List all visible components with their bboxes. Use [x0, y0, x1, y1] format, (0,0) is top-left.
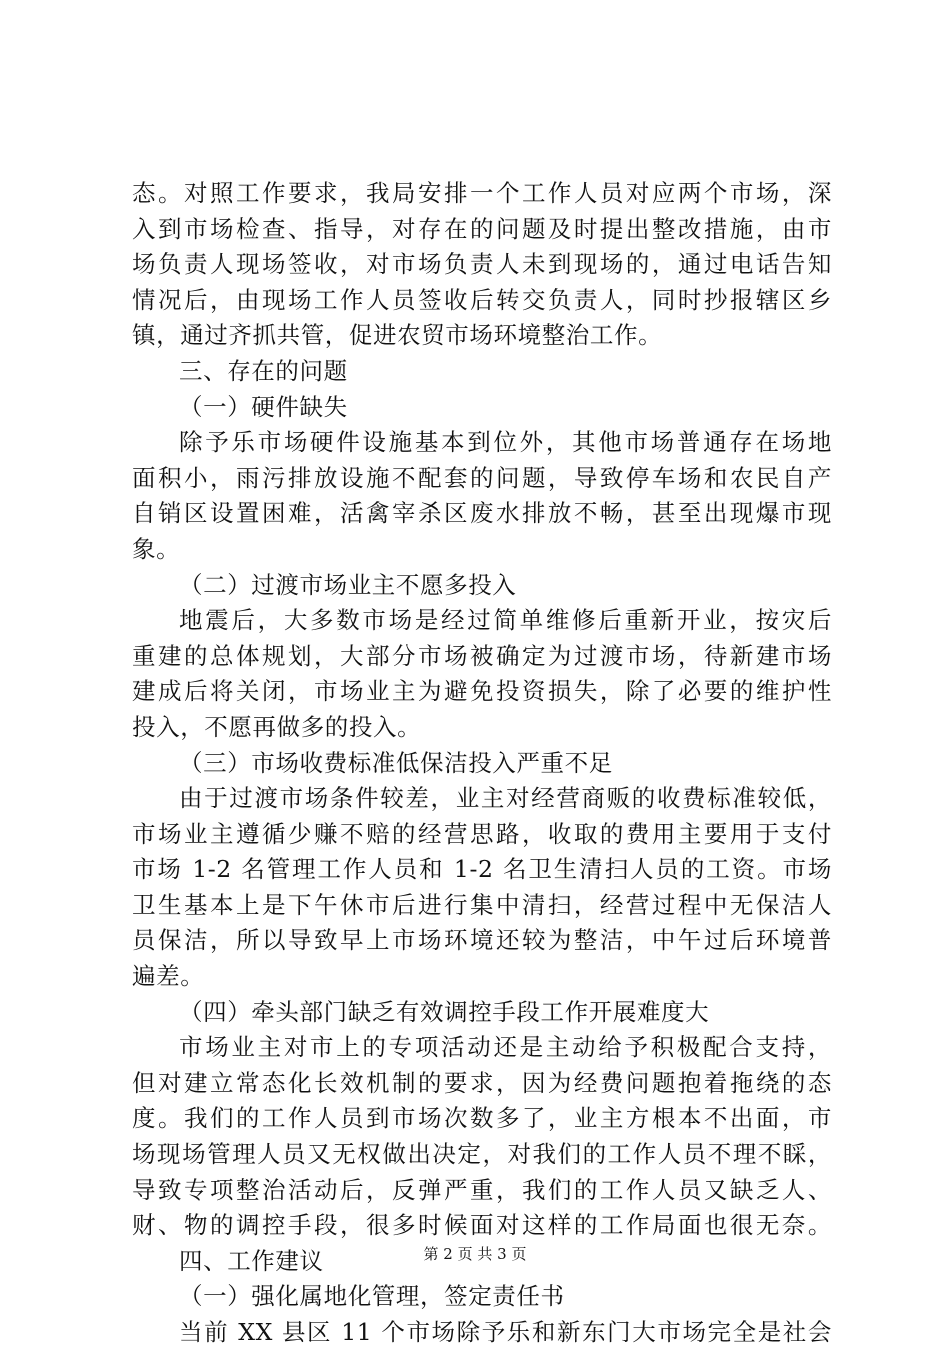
text-line: 市场业主遵循少赚不赔的经营思路，收取的费用主要用于支付 — [132, 819, 832, 848]
text-line: 建成后将关闭，市场业主为避免投资损失，除了必要的维护性 — [132, 677, 832, 706]
text-line: 场负责人现场签收，对市场负责人未到现场的，通过电话告知 — [132, 250, 832, 279]
text-line: 市场业主对市上的专项活动还是主动给予积极配合支持， — [179, 1033, 832, 1062]
document-body — [132, 176, 832, 1351]
section-heading: 四、工作建议 — [179, 1246, 324, 1275]
text-line: 自销区设置困难，活禽宰杀区废水排放不畅，甚至出现爆市现 — [132, 499, 832, 528]
text-line: 但对建立常态化长效机制的要求，因为经费问题抱着拖绕的态 — [132, 1068, 832, 1097]
subsection-heading: （一）硬件缺失 — [179, 392, 348, 421]
text-line: 除予乐市场硬件设施基本到位外，其他市场普通存在场地 — [179, 428, 832, 457]
text-line: 入到市场检查、指导，对存在的问题及时提出整改措施，由市 — [132, 214, 832, 243]
text-line: 象。 — [132, 534, 181, 563]
subsection-heading: （四）牵头部门缺乏有效调控手段工作开展难度大 — [179, 997, 710, 1026]
text-line: 镇，通过齐抓共管，促进农贸市场环境整治工作。 — [132, 321, 663, 350]
text-line: 导致专项整治活动后，反弹严重，我们的工作人员又缺乏人、 — [132, 1175, 832, 1204]
text-line: 重建的总体规划，大部分市场被确定为过渡市场，待新建市场 — [132, 641, 832, 670]
text-line: 由于过渡市场条件较差，业主对经营商贩的收费标准较低， — [179, 784, 832, 813]
text-line: 情况后，由现场工作人员签收后转交负责人，同时抄报辖区乡 — [132, 285, 832, 314]
page-number-footer: 第 2 页 共 3 页 — [423, 1245, 527, 1263]
text-line: 地震后，大多数市场是经过简单维修后重新开业，按灾后 — [179, 606, 832, 635]
text-line: 遍差。 — [132, 962, 205, 991]
text-line: 场现场管理人员又无权做出决定，对我们的工作人员不理不睬， — [132, 1140, 832, 1169]
text-line: 卫生基本上是下午休市后进行集中清扫，经营过程中无保洁人 — [132, 890, 832, 919]
text-line: 度。我们的工作人员到市场次数多了，业主方根本不出面，市 — [132, 1104, 832, 1133]
subsection-heading: （一）强化属地化管理，签定责任书 — [179, 1282, 565, 1311]
text-line: 面积小，雨污排放设施不配套的问题，导致停车场和农民自产 — [132, 463, 832, 492]
subsection-heading: （二）过渡市场业主不愿多投入 — [179, 570, 517, 599]
text-line: 态。对照工作要求，我局安排一个工作人员对应两个市场，深 — [132, 179, 832, 207]
section-heading: 三、存在的问题 — [179, 356, 348, 385]
text-line: 投入，不愿再做多的投入。 — [132, 712, 422, 741]
text-line: 当前 XX 县区 11 个市场除予乐和新东门大市场完全是社会 — [179, 1318, 832, 1346]
text-line: 市场 1-2 名管理工作人员和 1-2 名卫生清扫人员的工资。市场 — [132, 855, 832, 884]
subsection-heading: （三）市场收费标准低保洁投入严重不足 — [179, 748, 613, 777]
text-line: 财、物的调控手段，很多时候面对这样的工作局面也很无奈。 — [132, 1211, 832, 1240]
text-line: 员保洁，所以导致早上市场环境还较为整洁，中午过后环境普 — [132, 926, 832, 955]
